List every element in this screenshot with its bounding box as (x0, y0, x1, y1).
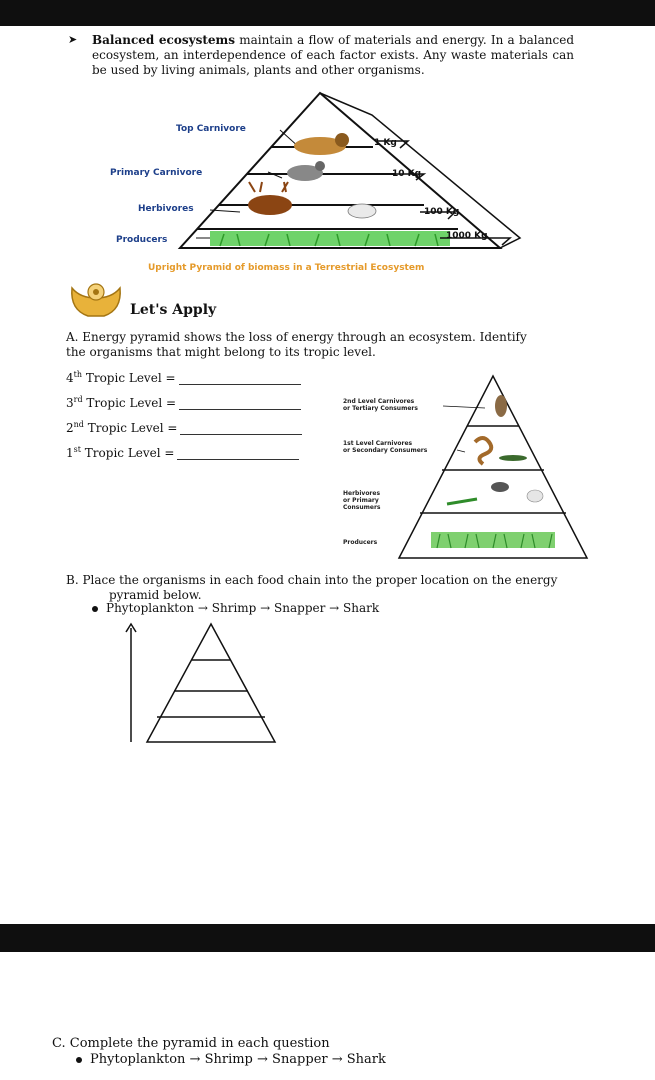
biomass-level-herbivores: Herbivores (138, 204, 194, 214)
bullet-icon (92, 606, 98, 612)
tropic-level-2-row: 2nd Tropic Level = (66, 420, 302, 435)
energy-label-producers: Producers (343, 539, 378, 546)
snake-icon (475, 438, 491, 464)
biomass-level-primary-carnivore: Primary Carnivore (110, 168, 203, 178)
biomass-mass-10kg: 10 Kg (392, 169, 422, 179)
owl-icon (495, 395, 507, 417)
rabbit-icon (348, 204, 376, 218)
intro-paragraph (92, 33, 574, 78)
intro-bold: Balanced ecosystems (92, 33, 235, 47)
lets-apply-heading: Let's Apply (130, 302, 217, 318)
grasshopper-icon (447, 499, 477, 504)
biomass-level-producers: Producers (116, 235, 168, 245)
energy-label-primary: Herbivores or Primary Consumers (343, 490, 381, 511)
section-b-chain: Phytoplankton → Shrimp → Snapper → Shark (92, 601, 379, 615)
tropic-level-2-answer[interactable] (180, 423, 302, 435)
top-dark-bar (0, 0, 655, 26)
middle-dark-bar (0, 924, 655, 952)
biomass-mass-1000kg: 1000 Kg (446, 231, 488, 241)
energy-label-secondary: 1st Level Carnivores or Secondary Consumers (343, 440, 428, 454)
section-c-chain: Phytoplankton → Shrimp → Snapper → Shark (76, 1052, 386, 1067)
section-a-text: A. Energy pyramid shows the loss of energy through an ecosystem. Identify the organisms that might belong to its tropic level. (66, 330, 527, 359)
tropic-level-3-answer[interactable] (179, 398, 301, 410)
intro-bullet-icon: ➤ (68, 33, 78, 46)
lets-apply-icon (68, 280, 124, 320)
biomass-level-top-carnivore: Top Carnivore (176, 124, 246, 134)
biomass-mass-1kg: 1 Kg (374, 138, 397, 148)
tropic-level-4-answer[interactable] (179, 373, 301, 385)
tropic-level-1-answer[interactable] (177, 448, 299, 460)
tropic-level-3-row: 3rd Tropic Level = (66, 395, 301, 410)
blank-pyramid[interactable] (125, 620, 295, 745)
tropic-level-1-row: 1st Tropic Level = (66, 445, 299, 460)
rabbit-icon (527, 490, 543, 502)
grass-icon (210, 231, 450, 246)
biomass-pyramid-outline (180, 93, 500, 248)
biomass-mass-100kg: 100 Kg (424, 207, 460, 217)
tropic-level-4-row: 4th Tropic Level = (66, 370, 301, 385)
biomass-pyramid-caption: Upright Pyramid of biomass in a Terrestrial Ecosystem (148, 263, 425, 273)
mouse-icon (491, 482, 509, 492)
energy-pyramid (395, 372, 595, 564)
energy-label-tertiary: 2nd Level Carnivores or Tertiary Consumers (343, 398, 418, 412)
section-c-text: C. Complete the pyramid in each question (52, 1036, 330, 1051)
lizard-icon (499, 455, 527, 461)
section-b-text: B. Place the organisms in each food chain into the proper location on the energy pyramid below. (66, 573, 558, 602)
deer-icon (248, 195, 292, 215)
intro-rest: maintain a flow of materials and energy. In a balanced ecosystem, an interdependence of each factor exists. Any waste materials can be used by living animals, plants and other organisms. (92, 33, 575, 77)
bullet-icon (76, 1057, 82, 1063)
